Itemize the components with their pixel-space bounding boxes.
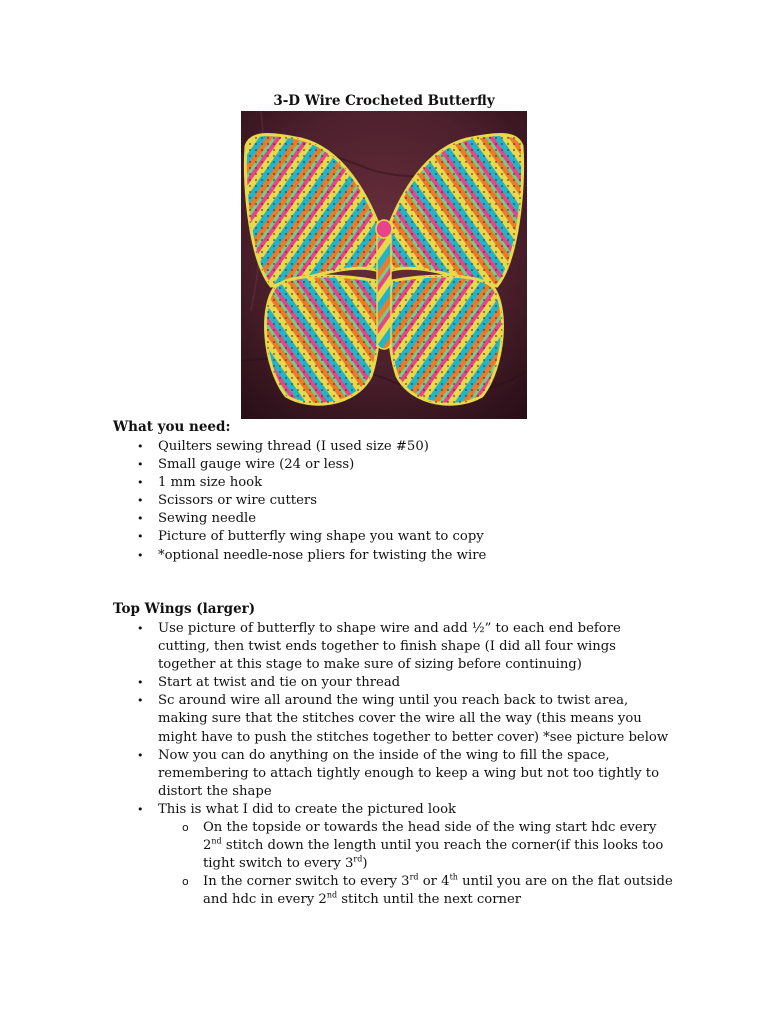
- bullet-icon: •: [137, 476, 144, 490]
- bullet-icon: •: [137, 548, 144, 562]
- sub-bullet-icon: o: [182, 875, 189, 889]
- butterfly-photo: [241, 111, 527, 419]
- top-wings-heading: Top Wings (larger): [113, 601, 256, 617]
- what-you-need-heading: What you need:: [113, 419, 231, 435]
- top-wings-list: [113, 620, 673, 910]
- bullet-icon: •: [137, 458, 144, 472]
- sub-list: [158, 819, 673, 909]
- list-item: • Picture of butterfly wing shape you want to copy: [113, 528, 673, 546]
- sub-bullet-icon: o: [182, 821, 189, 835]
- sub-list-item: o In the corner switch to every 3rd or 4th until you are on the flat outside and hdc in every 2nd stitch until the next corner: [182, 872, 673, 908]
- list-item: • Sc around wire all around the wing until you reach back to twist area, making sure that the stitches cover the wire all the way (this means you might have to push the stitches together to better cover) *see picture below: [137, 693, 669, 745]
- list-item: • This is what I did to create the pictured look o On the topside or towards the head side of the wing start hdc every 2nd stitch down the length until you reach the corner(if this looks too tight switch to every 3rd) o In the corner switch to every 3rd or 4th until you are on the flat outside and hdc in every 2nd stitch until the next corner: [113, 801, 673, 910]
- butterfly-body: [376, 220, 392, 349]
- bullet-icon: •: [137, 512, 144, 526]
- list-item: • Use picture of butterfly to shape wire and add ½” to each end before cutting, then twist ends together to finish shape (I did all four wings together at this stage to make sure of sizing before continuing): [137, 621, 621, 673]
- bullet-icon: •: [137, 440, 144, 453]
- bullet-icon: •: [137, 748, 144, 762]
- bottom-right-wing: [389, 276, 503, 404]
- list-item: • Start at twist and tie on your thread: [113, 674, 673, 692]
- bullet-icon: •: [137, 622, 144, 635]
- bullet-icon: •: [137, 676, 144, 690]
- bottom-left-wing: [266, 276, 380, 404]
- list-item: • Sewing needle: [113, 510, 673, 528]
- document-title: 3-D Wire Crocheted Butterfly: [273, 93, 495, 109]
- list-item: • Quilters sewing thread (I used size #50): [113, 438, 673, 456]
- bullet-icon: •: [137, 494, 144, 508]
- list-item: • Small gauge wire (24 or less): [113, 456, 673, 474]
- sub-list-item: o On the topside or towards the head side of the wing start hdc every 2nd stitch down the length until you reach the corner(if this looks too tight switch to every 3rd): [182, 820, 664, 872]
- bullet-icon: •: [137, 802, 144, 816]
- list-item: • Now you can do anything on the inside of the wing to fill the space, remembering to attach tightly enough to keep a wing but not too tightly to distort the shape: [137, 747, 660, 799]
- bullet-icon: •: [137, 530, 144, 544]
- list-item: • *optional needle-nose pliers for twisting the wire: [113, 547, 673, 565]
- bullet-icon: •: [137, 694, 144, 708]
- list-item: • Scissors or wire cutters: [113, 492, 673, 510]
- list-item: • 1 mm size hook: [113, 474, 673, 492]
- materials-list: [113, 438, 673, 565]
